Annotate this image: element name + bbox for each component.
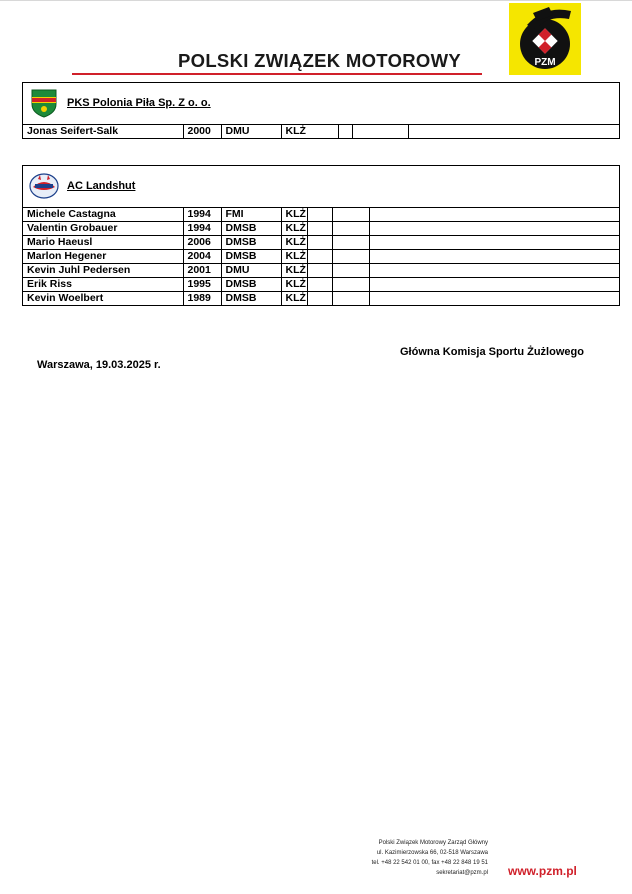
- empty-cell: [307, 208, 332, 222]
- empty-cell: [369, 292, 619, 306]
- rider-name: Kevin Juhl Pedersen: [23, 264, 183, 278]
- rider-license: KLŻ: [281, 292, 307, 306]
- footer-email: sekretariat@pzm.pl: [436, 870, 488, 876]
- rider-license: KLŻ: [281, 222, 307, 236]
- rider-license: KLŻ: [281, 264, 307, 278]
- empty-cell: [369, 236, 619, 250]
- empty-cell: [332, 208, 369, 222]
- empty-cell: [369, 222, 619, 236]
- table-row: [23, 292, 619, 306]
- club-section-landshut: [22, 165, 620, 306]
- footer-address: [300, 838, 488, 878]
- rider-year: 1995: [183, 278, 221, 292]
- rider-name: Kevin Woelbert: [23, 292, 183, 306]
- club-header: [23, 83, 619, 125]
- rider-year: 2001: [183, 264, 221, 278]
- rider-federation: DMSB: [221, 222, 281, 236]
- empty-cell: [338, 125, 352, 138]
- table-row: [23, 208, 619, 222]
- rider-year: 1994: [183, 222, 221, 236]
- rider-federation: DMU: [221, 125, 281, 138]
- empty-cell: [369, 208, 619, 222]
- rider-year: 2004: [183, 250, 221, 264]
- empty-cell: [307, 222, 332, 236]
- table-row: [23, 236, 619, 250]
- pzm-logo-text: PZM: [534, 57, 556, 68]
- rider-year: 2000: [183, 125, 221, 138]
- empty-cell: [369, 264, 619, 278]
- club-name: PKS Polonia Piła Sp. Z o. o.: [67, 97, 211, 109]
- empty-cell: [307, 278, 332, 292]
- table-row: [23, 125, 619, 138]
- empty-cell: [369, 250, 619, 264]
- empty-cell: [408, 125, 619, 138]
- rider-federation: FMI: [221, 208, 281, 222]
- rider-license: KLŻ: [281, 236, 307, 250]
- empty-cell: [352, 125, 408, 138]
- footer-line: Polski Związek Motorowy Zarząd Główny: [378, 840, 488, 846]
- table-row: [23, 250, 619, 264]
- rider-name: Valentin Grobauer: [23, 222, 183, 236]
- rider-federation: DMSB: [221, 292, 281, 306]
- rider-year: 1989: [183, 292, 221, 306]
- pzm-logo-icon: [509, 3, 581, 75]
- rider-name: Erik Riss: [23, 278, 183, 292]
- empty-cell: [332, 222, 369, 236]
- footer-line: tel. +48 22 542 01 00, fax +48 22 848 19 51: [371, 860, 488, 866]
- top-rule: [0, 0, 632, 1]
- landshut-devils-badge-icon: [29, 171, 59, 201]
- polonia-pila-crest-icon: [29, 88, 59, 118]
- club-header: [23, 166, 619, 208]
- empty-cell: [332, 236, 369, 250]
- empty-cell: [332, 292, 369, 306]
- rider-license: KLŻ: [281, 125, 338, 138]
- empty-cell: [332, 250, 369, 264]
- rider-name: Mario Haeusl: [23, 236, 183, 250]
- rider-federation: DMU: [221, 264, 281, 278]
- riders-table: [23, 125, 619, 138]
- rider-license: KLŻ: [281, 208, 307, 222]
- rider-name: Jonas Seifert-Salk: [23, 125, 183, 138]
- riders-table: [23, 208, 619, 305]
- rider-name: Marlon Hegener: [23, 250, 183, 264]
- rider-license: KLŻ: [281, 278, 307, 292]
- place-date: Warszawa, 19.03.2025 r.: [37, 359, 161, 371]
- club-section-polonia: [22, 82, 620, 139]
- rider-year: 1994: [183, 208, 221, 222]
- club-name: AC Landshut: [67, 180, 136, 192]
- title-underline: [72, 73, 482, 75]
- rider-name: Michele Castagna: [23, 208, 183, 222]
- rider-year: 2006: [183, 236, 221, 250]
- footer-website-link[interactable]: www.pzm.pl: [508, 864, 577, 878]
- empty-cell: [307, 264, 332, 278]
- empty-cell: [307, 250, 332, 264]
- table-row: [23, 278, 619, 292]
- signature-commission: Główna Komisja Sportu Żużlowego: [400, 346, 584, 358]
- footer-line: ul. Kazimierzowska 66, 02-518 Warszawa: [376, 850, 488, 856]
- rider-federation: DMSB: [221, 250, 281, 264]
- empty-cell: [307, 236, 332, 250]
- table-row: [23, 222, 619, 236]
- empty-cell: [332, 278, 369, 292]
- rider-license: KLŻ: [281, 250, 307, 264]
- empty-cell: [307, 292, 332, 306]
- rider-federation: DMSB: [221, 236, 281, 250]
- empty-cell: [332, 264, 369, 278]
- rider-federation: DMSB: [221, 278, 281, 292]
- page-title: POLSKI ZWIĄZEK MOTOROWY: [178, 50, 462, 71]
- table-row: [23, 264, 619, 278]
- empty-cell: [369, 278, 619, 292]
